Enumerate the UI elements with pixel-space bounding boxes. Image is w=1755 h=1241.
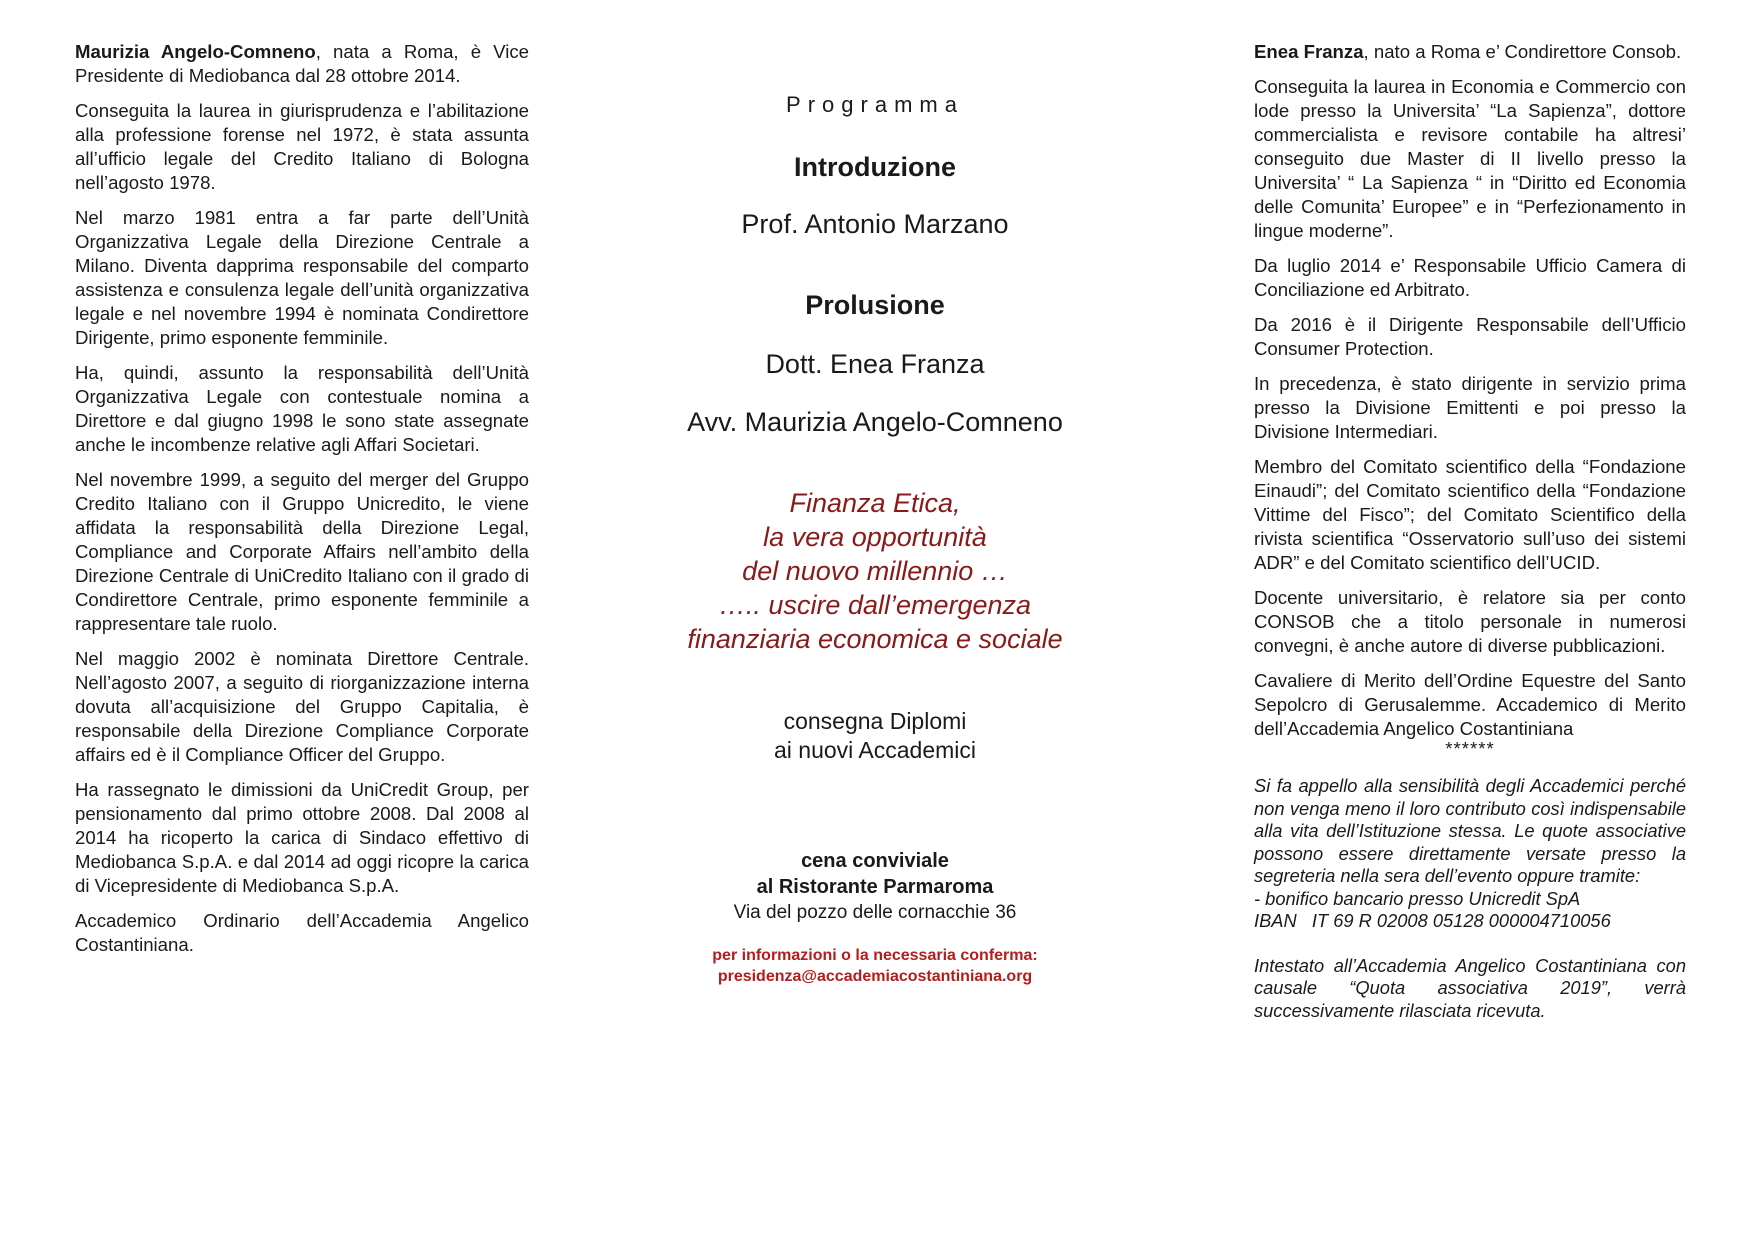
diplomi-line: ai nuovi Accademici <box>774 737 976 763</box>
appeal-closing: Intestato all’Accademia Angelico Costantiniana con causale “Quota associativa 2019”, verrà successivamente rilasciata ricevuta. <box>1254 954 1686 1021</box>
left-bio-paragraph: Accademico Ordinario dell’Accademia Angelico Costantiniana. <box>75 910 529 955</box>
right-bio-paragraph: Membro del Comitato scientifico della “Fondazione Einaudi”; del Comitato scientifico della “Fondazione Vittime del Fisco”; del Comitato Scientifico della rivista scientifica “Osservatorio sull’uso dei sistemi ADR” e del Comitato scientifico dell’UCID. <box>1254 456 1686 573</box>
right-bio-intro: Enea Franza, nato a Roma e’ Condirettore Consob. <box>1254 41 1682 62</box>
speaker-2: Avv. Maurizia Angelo-Comneno <box>687 407 1063 437</box>
theme-line: ….. uscire dall’emergenza <box>718 590 1032 620</box>
bonifico-line: - bonifico bancario presso Unicredit SpA <box>1254 887 1581 909</box>
diplomi-block <box>640 707 1110 765</box>
info-line: per informazioni o la necessaria conferma: <box>712 947 1038 964</box>
left-bio-column <box>75 40 529 968</box>
appeal-block <box>1254 775 1686 1022</box>
speaker-1: Dott. Enea Franza <box>765 349 985 379</box>
intro-speaker: Prof. Antonio Marzano <box>741 209 1009 239</box>
right-bio-column <box>1254 40 1686 1044</box>
left-bio-paragraph: Nel maggio 2002 è nominata Direttore Centrale. Nell’agosto 2007, a seguito di riorganizzazione interna dovuta all’acquisizione del Gruppo Capitalia, è responsabile della Direzione Compliance Corporate affairs ed è il Compliance Officer del Gruppo. <box>75 648 529 765</box>
left-bio-intro: Maurizia Angelo-Comneno, nata a Roma, è Vice Presidente di Mediobanca dal 28 ottobre 2014. <box>75 41 529 86</box>
cena-venue: al Ristorante Parmaroma <box>756 876 994 898</box>
theme-line: del nuovo millennio … <box>742 556 1008 586</box>
info-email: presidenza@accademiacostantiniana.org <box>717 968 1033 985</box>
cena-address: Via del pozzo delle cornacchie 36 <box>733 902 1017 923</box>
left-bio-paragraph: Conseguita la laurea in giurisprudenza e l’abilitazione alla professione forense nel 1972, è stata assunta all’ufficio legale del Credito Italiano di Bologna nell’agosto 1978. <box>75 100 529 193</box>
right-bio-paragraph: Conseguita la laurea in Economia e Commercio con lode presso la Universita’ “La Sapienza”, dottore commercialista e revisore contabile ha altresi’ conseguito due Master di II livello presso la Universita’ “ La Sapienza “ in “Diritto ed Economia delle Comunita’ Europee” e in “Perfezionamento in lingue moderne”. <box>1254 76 1686 241</box>
left-bio-paragraph: Nel marzo 1981 entra a far parte dell’Unità Organizzativa Legale della Direzione Centrale a Milano. Diventa dapprima responsabile del comparto assistenza e consulenza legale dell’unità organizzativa legale e nel novembre 1994 è nominata Condirettore Dirigente, primo esponente femminile. <box>75 207 529 348</box>
right-bio-name: Enea Franza <box>1254 41 1364 62</box>
right-bio-paragraph: Docente universitario, è relatore sia per conto CONSOB che a titolo personale in numerosi convegni, è anche autore di diverse pubblicazioni. <box>1254 587 1686 656</box>
cena-block <box>640 848 1110 926</box>
theme-line: Finanza Etica, <box>789 488 961 518</box>
intro-heading: Introduzione <box>794 152 956 182</box>
separator: ****** <box>1445 738 1495 759</box>
right-bio-paragraph: In precedenza, è stato dirigente in servizio prima presso la Divisione Emittenti e poi presso la Divisione Intermediari. <box>1254 373 1686 442</box>
right-bio-paragraph: Da luglio 2014 e’ Responsabile Ufficio Camera di Conciliazione ed Arbitrato. <box>1254 255 1686 300</box>
left-bio-paragraph: Nel novembre 1999, a seguito del merger del Gruppo Credito Italiano con il Gruppo Unicredito, le viene affidata la responsabilità della Direzione Legal, Compliance and Corporate Affairs nell’ambito della Direzione Centrale di UniCredito Italiano con il grado di Condirettore Centrale, primo esponente femminile a rappresentare tale ruolo. <box>75 469 529 634</box>
right-bio-paragraph: Cavaliere di Merito dell’Ordine Equestre del Santo Sepolcro di Gerusalemme. Accademico di Merito dell’Accademia Angelico Costantiniana <box>1254 670 1686 739</box>
left-bio-name: Maurizia Angelo-Comneno <box>75 41 316 62</box>
left-bio-paragraph: Ha rassegnato le dimissioni da UniCredit Group, per pensionamento dal primo ottobre 2008. Dal 2008 al 2014 ha ricoperto la carica di Sindaco effettivo di Mediobanca S.p.A. e dal 2014 ad oggi ricopre la carica di Vicepresidente di Mediobanca S.p.A. <box>75 779 529 896</box>
program-title: Programma <box>786 92 964 117</box>
theme-line: la vera opportunità <box>763 522 987 552</box>
info-block <box>640 945 1110 987</box>
event-theme <box>640 486 1110 656</box>
cena-line: cena conviviale <box>801 850 949 872</box>
appeal-text: Si fa appello alla sensibilità degli Accademici perché non venga meno il loro contributo così indispensabile alla vita dell’Istituzione stessa. Le quote associative possono essere direttamente versate presso la segreteria nella sera dell’evento oppure tramite: <box>1254 775 1686 886</box>
program-column <box>640 80 1110 987</box>
diplomi-line: consegna Diplomi <box>783 708 967 734</box>
iban-line: IBAN IT 69 R 02008 05128 000004710056 <box>1254 910 1611 931</box>
prolusione-heading: Prolusione <box>805 290 945 320</box>
right-bio-paragraph: Da 2016 è il Dirigente Responsabile dell’Ufficio Consumer Protection. <box>1254 314 1686 359</box>
theme-line: finanziaria economica e sociale <box>687 624 1063 654</box>
left-bio-paragraph: Ha, quindi, assunto la responsabilità dell’Unità Organizzativa Legale con contestuale nomina a Direttore e dal giugno 1998 le sono state assegnate anche le incombenze relative agli Affari Societari. <box>75 362 529 455</box>
